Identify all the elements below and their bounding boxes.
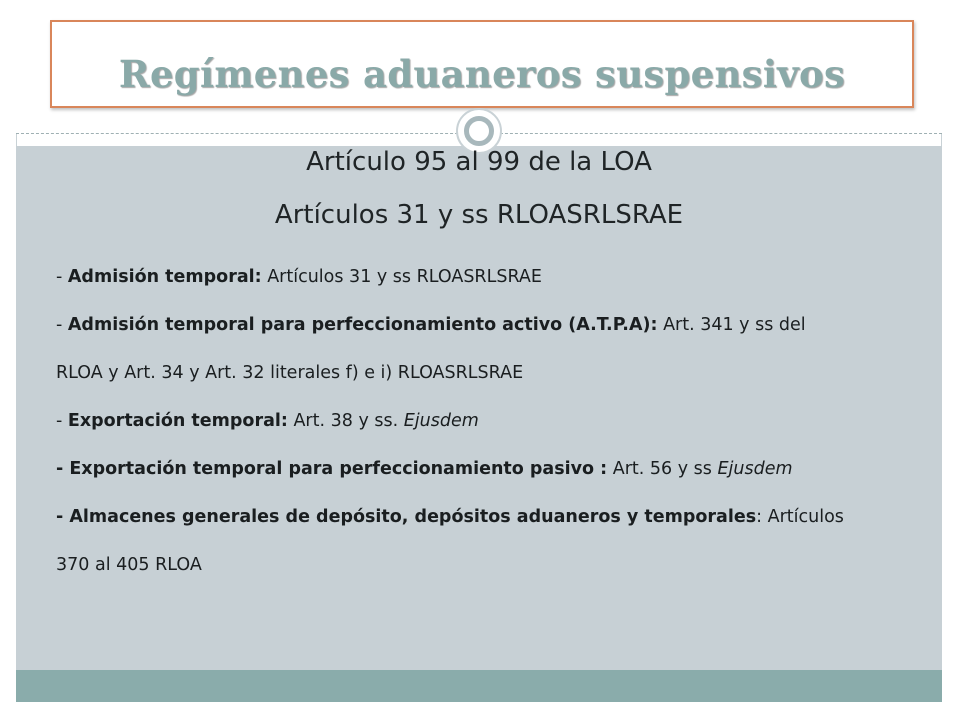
list-item: - Exportación temporal para perfeccionamiento pasivo : Art. 56 y ss Ejusdem bbox=[56, 459, 793, 479]
subtitle-2: Artículos 31 y ss RLOASRLSRAE bbox=[274, 200, 684, 230]
bottom-bar bbox=[16, 670, 942, 702]
bullet-list bbox=[56, 260, 956, 596]
list-item: - Admisión temporal para perfeccionamiento activo (A.T.P.A): Art. 341 y ss del bbox=[56, 315, 806, 335]
list-item: - Almacenes generales de depósito, depósitos aduaneros y temporales: Artículos bbox=[56, 507, 844, 527]
list-item: - Exportación temporal: Art. 38 y ss. Ejusdem bbox=[56, 411, 479, 431]
list-item: 370 al 405 RLOA bbox=[56, 555, 202, 575]
list-item: RLOA y Art. 34 y Art. 32 literales f) e i) RLOASRLSRAE bbox=[56, 363, 524, 383]
page-title: Regímenes aduaneros suspensivos bbox=[118, 52, 846, 96]
subtitle-1: Artículo 95 al 99 de la LOA bbox=[306, 147, 652, 177]
list-item: - Admisión temporal: Artículos 31 y ss RLOASRLSRAE bbox=[56, 267, 542, 287]
